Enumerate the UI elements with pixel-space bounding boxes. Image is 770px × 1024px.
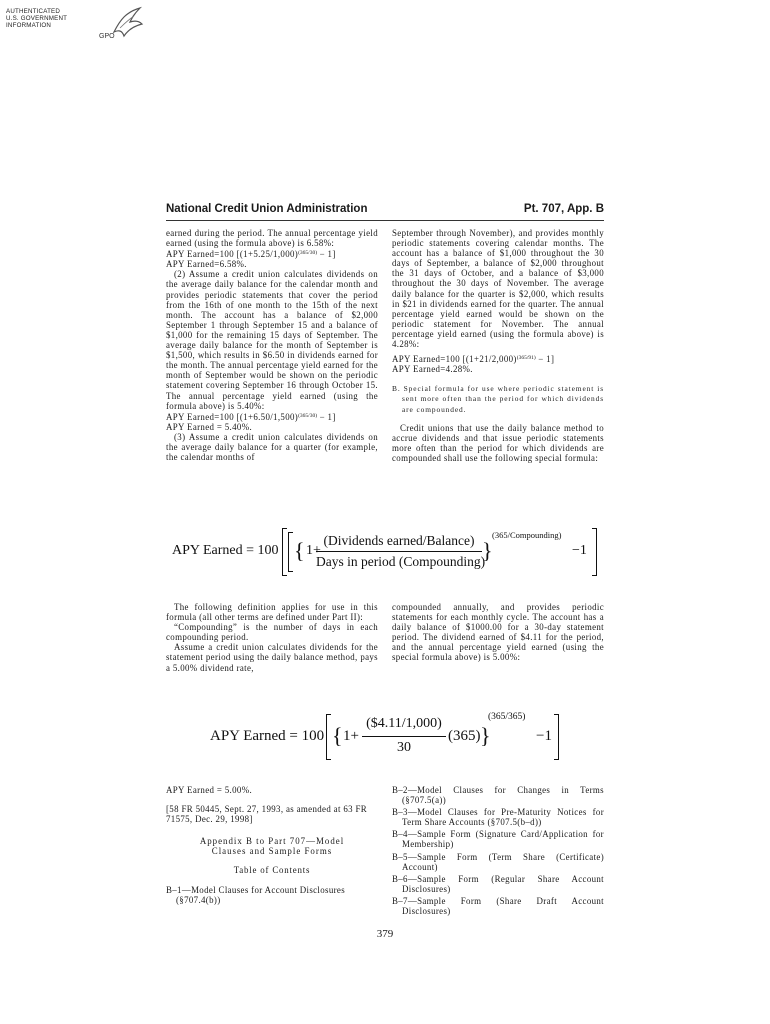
formula-exponent: (365/30) [298, 250, 318, 257]
formula-line [166, 248, 378, 259]
column-2-top [392, 228, 604, 463]
paragraph: The following definition applies for use in this formula (all other terms are defined under Part II): [166, 602, 378, 623]
toc-item: B–7—Sample Form (Share Draft Account Disclosures) [392, 895, 604, 917]
fraction-bar [316, 551, 482, 552]
toc-item: B–3—Model Clauses for Pre-Maturity Notices for Term Share Accounts (§707.5(b–d)) [392, 807, 604, 828]
toc-item: B–2—Model Clauses for Changes in Terms (§707.5(a)) [392, 785, 604, 806]
formula-tail: − 1] [317, 411, 336, 422]
formula-exponent: (365/91) [516, 355, 536, 362]
paragraph: compounded annually, and provides periodic statements for each monthly cycle. The account has a daily balance of $1000.00 for a 30-day statement period. The dividend earned of $4.11 for the period, and the annual percentage yield earned (using the special formula above) is 5.00%: [392, 602, 604, 663]
example-formula-display [210, 710, 570, 764]
fraction-bar [362, 736, 446, 737]
formula-result: APY Earned=6.58%. [166, 259, 247, 270]
formula-result: APY Earned = 5.00%. [166, 785, 253, 795]
formula-base: APY Earned=100 [(1+5.25/1,000) [166, 249, 299, 260]
running-header-part: Pt. 707, App. B [523, 203, 604, 215]
formula-factor: (365) [448, 728, 481, 744]
column-1-middle [166, 602, 378, 673]
formula-minus-one: −1 [572, 543, 587, 558]
paragraph: (3) Assume a credit union calculates dividends on the average daily balance for a quarter (for example, the calendar months of [166, 431, 378, 463]
column-1-top [166, 228, 378, 462]
eagle-icon [110, 6, 144, 40]
left-square-bracket-inner [288, 532, 293, 572]
running-header-agency: National Credit Union Administration [166, 203, 368, 215]
formula-tail: − 1] [317, 249, 336, 260]
formula-one-plus: 1+ [343, 728, 359, 744]
formula-exponent: (365/30) [298, 412, 318, 419]
formula-line [392, 353, 604, 364]
formula-numerator: ($4.11/1,000) [366, 716, 442, 731]
toc-item: B–6—Sample Form (Regular Share Account Disclosures) [392, 873, 604, 894]
paragraph: Credit unions that use the daily balance method to accrue dividends and that issue periodic statements more often than the period for which dividends are compounded shall use the following special formula: [392, 422, 604, 463]
formula-base: APY Earned=100 [(1+21/2,000) [392, 354, 517, 365]
paragraph: September through November), and provides monthly periodic statements covering calendar months. The account has a balance of $1,000 throughout the 30 days of September, a balance of $2,000 throughout the 31 days of October, and a balance of $3,000 throughout the 30 days of November. The average daily balance for the quarter is $2,000, which results in $21 in dividends earned for the quarter. The annual percentage yield earned would be shown on the periodic statement for November. The annual percentage yield earned (using the formula above) is 4.28%: [392, 228, 604, 350]
formula-tail: − 1] [535, 354, 555, 365]
column-1-bottom [166, 785, 378, 905]
paragraph: (2) Assume a credit union calculates dividends on the average daily balance for the calendar month and provides periodic statements that cover the period from the 16th of one month to the 15th of the next month. The account has a balance of $2,000 September 1 through September 15 and a balance of $1,000 for the remaining 15 days of September. The average daily balance for the month of September is $1,500, which results in $6.50 in dividends earned for the month. The annual percentage yield earned for the month of September would be shown on the periodic statement covering September 16 through October 15. The annual percentage yield earned (using the formula above) is 5.40%: [166, 269, 378, 411]
paragraph: “Compounding” is the number of days in each compounding period. [166, 622, 378, 643]
paragraph: earned during the period. The annual percentage yield earned (using the formula above) is 6.58%: [166, 228, 378, 249]
toc-item: B–4—Sample Form (Signature Card/Application for Membership) [392, 829, 604, 850]
column-2-bottom [392, 785, 604, 916]
section-heading-b: B. Special formula for use where periodic statement is sent more often than the period for which dividends are compounded. [392, 384, 604, 414]
formula-lhs: APY Earned = 100 [172, 543, 279, 558]
formula-one-plus: 1+ [306, 543, 321, 558]
paragraph: Assume a credit union calculates dividends for the statement period using the daily balance method, pays a 5.00% dividend rate, [166, 642, 378, 673]
left-brace: { [332, 723, 343, 748]
left-square-bracket [326, 714, 331, 760]
page-number: 379 [376, 928, 394, 940]
toc-item: B–1—Model Clauses for Account Disclosures (§707.4(b)) [166, 884, 346, 905]
toc-item: B–5—Sample Form (Term Share (Certificate) Account) [392, 851, 604, 872]
column-2-middle [392, 602, 604, 663]
gpo-line-2: U.S. GOVERNMENT [6, 15, 68, 22]
gpo-line-3: INFORMATION [6, 22, 52, 29]
formula-exponent: (365/Compounding) [492, 530, 562, 540]
gpo-logo-text [6, 8, 67, 29]
left-brace: { [294, 538, 305, 563]
right-brace: } [482, 538, 493, 563]
gpo-line-1: AUTHENTICATED [6, 8, 61, 15]
appendix-title-line-2: Clauses and Sample Forms [211, 846, 333, 857]
right-square-bracket [592, 528, 597, 576]
formula-result: APY Earned = 5.40%. [166, 421, 253, 432]
formula-base: APY Earned=100 [(1+6.50/1,500) [166, 411, 299, 422]
gpo-authentication-logo [6, 6, 146, 46]
appendix-title-line-1: Appendix B to Part 707—Model [199, 836, 345, 847]
formula-minus-one: −1 [536, 728, 552, 744]
formula-denominator: Days in period (Compounding) [316, 554, 486, 569]
table-of-contents-heading: Table of Contents [233, 865, 311, 876]
right-brace: } [480, 723, 491, 748]
gpo-mark: GPO [99, 33, 115, 40]
formula-lhs: APY Earned = 100 [210, 728, 325, 744]
formula-line [166, 411, 378, 422]
formula-denominator: 30 [397, 740, 411, 755]
formula-result: APY Earned=4.28%. [392, 364, 473, 375]
special-formula-display [170, 526, 602, 580]
left-square-bracket [282, 528, 287, 576]
header-rule [166, 220, 604, 221]
formula-numerator: (Dividends earned/Balance) [323, 533, 475, 548]
formula-exponent: (365/365) [488, 712, 526, 722]
citation: [58 FR 50445, Sept. 27, 1993, as amended at 63 FR 71575, Dec. 29, 1998] [166, 804, 368, 825]
right-square-bracket [554, 714, 559, 760]
